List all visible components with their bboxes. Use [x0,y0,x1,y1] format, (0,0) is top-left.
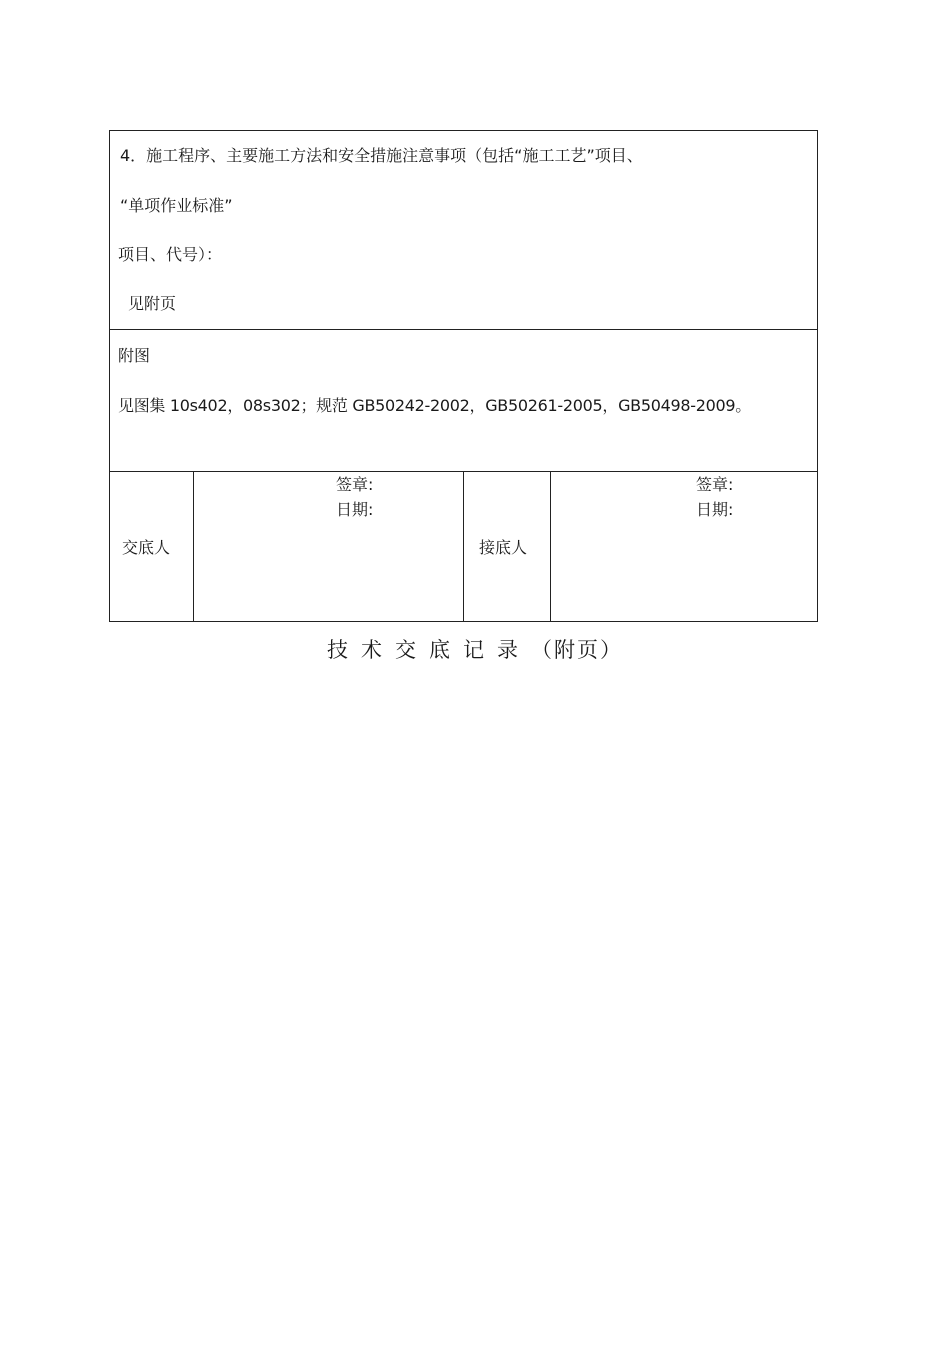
giver-signature-cell[interactable] [194,472,464,621]
procedure-line-2: “单项作业标准” [120,196,233,215]
giver-label-cell [110,472,194,621]
procedure-line-4: 见附页 [128,294,177,313]
receiver-date-label: 日期: [696,500,734,519]
giver-date-label: 日期: [336,500,374,519]
technical-briefing-table [109,130,818,622]
page-title-main: 技术交底记录 [327,638,531,662]
receiver-signature-cell[interactable] [551,472,817,621]
giver-label: 交底人 [122,538,171,557]
drawing-heading: 附图 [118,346,151,365]
page-title [0,636,950,664]
drawing-reference: 见图集 10s402，08s302；规范 GB50242-2002，GB50261-2005，GB50498-2009。 [118,396,751,415]
procedure-section [110,131,817,330]
giver-signature-label: 签章: [336,475,374,494]
receiver-signature-label: 签章: [696,475,734,494]
procedure-line-3: 项目、代号）： [118,245,223,264]
page-title-suffix: （附页） [531,638,623,662]
signoff-section [110,472,817,621]
procedure-line-1: 4．施工程序、主要施工方法和安全措施注意事项（包括“施工工艺”项目、 [120,146,643,165]
receiver-label: 接底人 [479,538,528,557]
receiver-label-cell [464,472,551,621]
drawing-section [110,330,817,472]
